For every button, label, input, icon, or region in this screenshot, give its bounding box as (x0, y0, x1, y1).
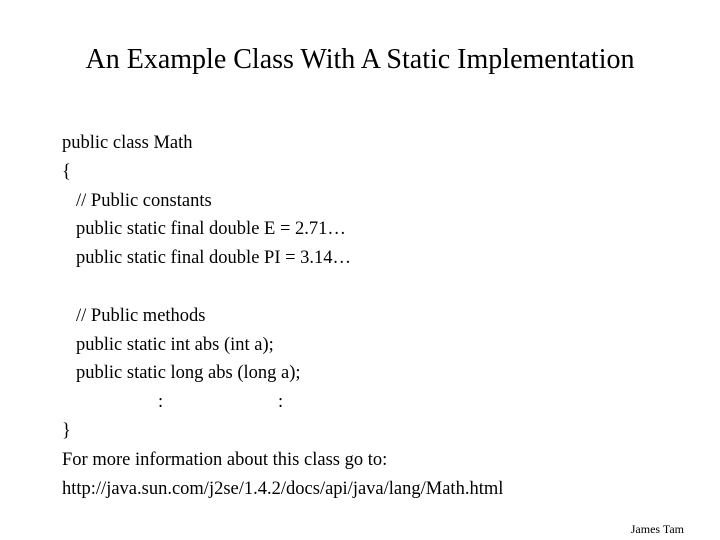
code-block (62, 129, 702, 446)
open-brace: { (62, 161, 71, 182)
more-info-section (62, 446, 503, 504)
blank-line (62, 273, 702, 302)
more-info-text: For more information about this class go to: (62, 450, 388, 470)
ellipsis-row (62, 388, 702, 417)
constant-pi: public static final double PI = 3.14… (76, 248, 352, 269)
constants-comment: // Public constants (76, 190, 212, 211)
constant-e: public static final double E = 2.71… (76, 219, 346, 240)
methods-comment: // Public methods (76, 305, 206, 326)
documentation-url: http://java.sun.com/j2se/1.4.2/docs/api/java/lang/Math.html (62, 479, 504, 499)
close-brace: } (62, 420, 71, 441)
slide-title: An Example Class With A Static Implementation (85, 44, 635, 75)
method-abs-long: public static long abs (long a); (76, 363, 301, 384)
ellipsis-colon-1: : (158, 392, 164, 413)
method-abs-int: public static int abs (int a); (76, 334, 274, 355)
ellipsis-colon-2: : (278, 392, 284, 413)
class-declaration: public class Math (62, 133, 193, 153)
author-credit: James Tam (630, 522, 684, 536)
